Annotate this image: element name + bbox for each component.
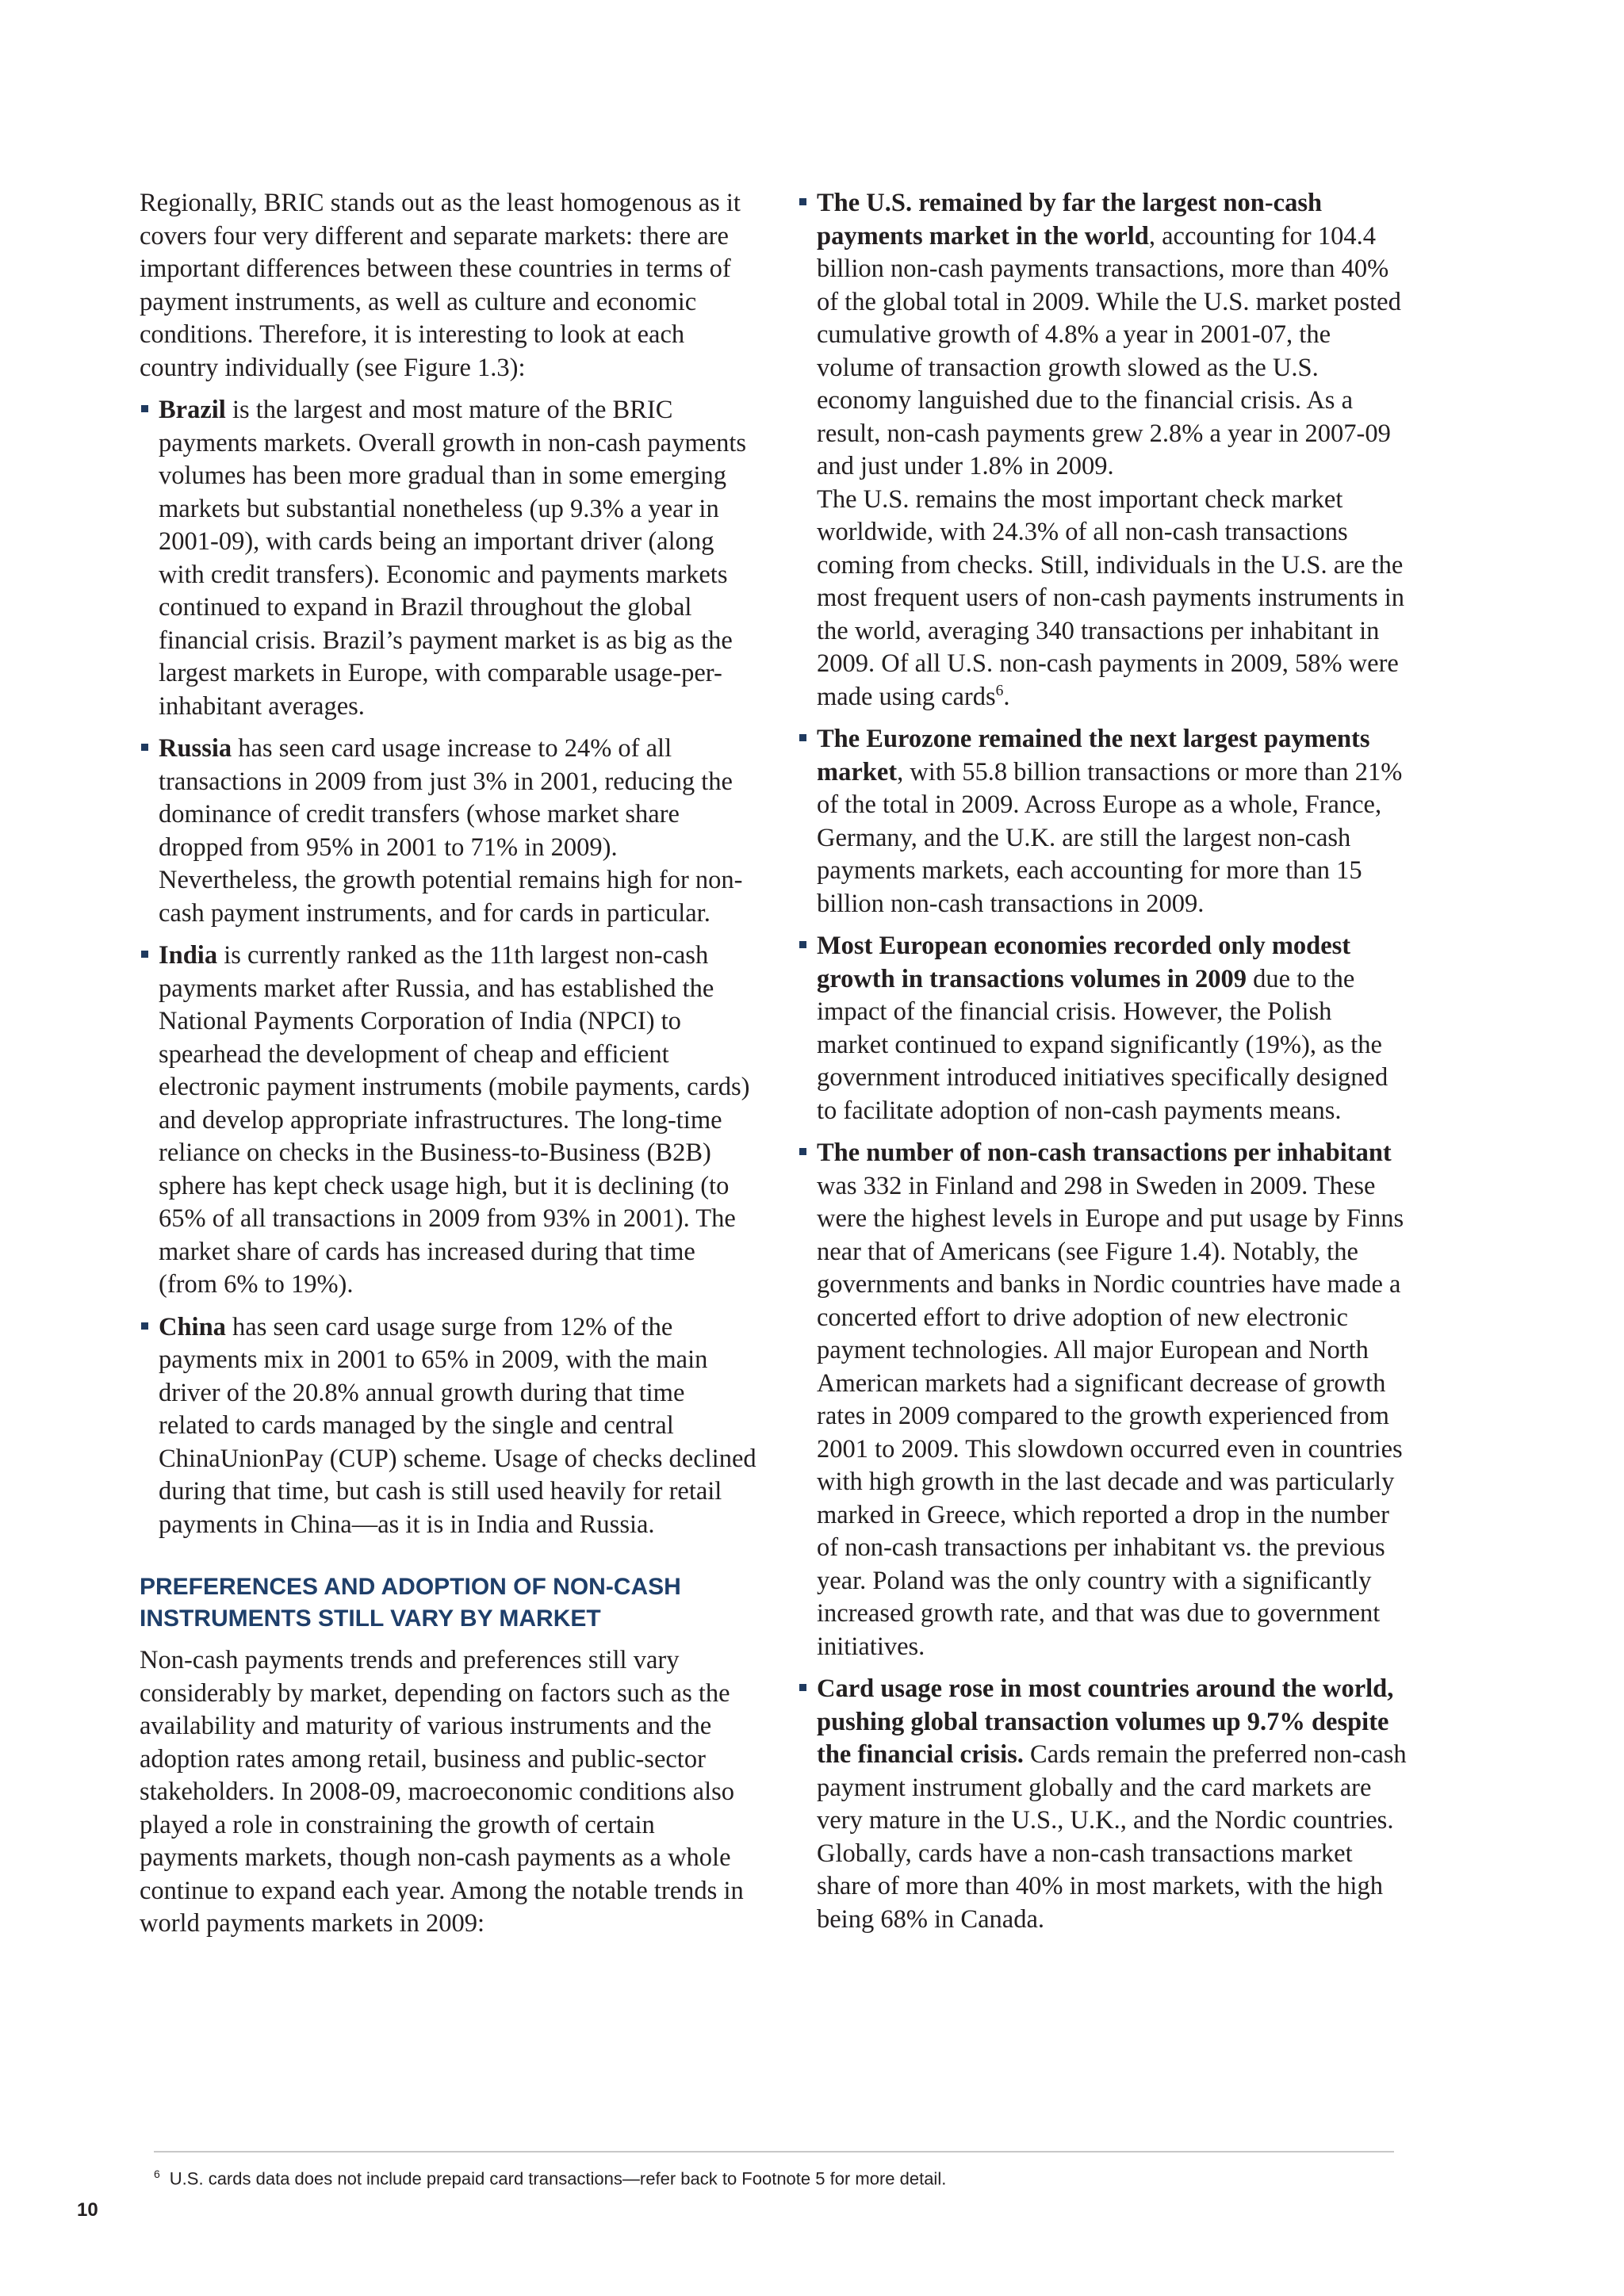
bullet-text: is currently ranked as the 11th largest non-cash payments market after Russia, and has established the National Payments Corporation of India (NPCI) to spearhead the development of cheap and efficient electronic payment instruments (mobile payments, cards) and develop appropriate infrastructures. The long-time reliance on checks in the Business-to-Business (B2B) sphere has kept check usage high, but it is declining (to 65% of all transactions in 2009 from 93% in 2001). The market share of cards has increased during that time (from 6% to 19%). xyxy=(159,941,750,1299)
bullet-lead: The Eurozone remained the next largest payments market xyxy=(817,725,1370,786)
bullet-text: is the largest and most mature of the BRIC payments markets. Overall growth in non-cash payments volumes has been more gradual than in some emerging markets but substantial nonetheless (up 9.3% a year in 2001-09), with cards being an important driver (along with credit transfers). Economic and payments markets continued to expand in Brazil throughout the global financial crisis. Brazil’s payment market is as big as the largest markets in Europe, with comparable usage-per-inhabitant averages. xyxy=(159,396,746,721)
bullet-text: has seen card usage increase to 24% of all transactions in 2009 from just 3% in 2001, reducing the dominance of credit transfers (whose market share dropped from 95% in 2001 to 71% in 2009). Nevertheless, the growth potential remains high for non-cash payment instruments, and for cards in particular. xyxy=(159,734,743,928)
list-item xyxy=(140,1311,758,1542)
footnote-reference: 6 xyxy=(995,682,1004,699)
closing-paragraph: Non-cash payments trends and preferences still vary considerably by market, depending on factors such as the availability and maturity of various instruments and the adoption rates among retail, business and public-sector stakeholders. In 2008-09, macroeconomic conditions also played a role in constraining the growth of certain payments markets, though non-cash payments as a whole continue to expand each year. Among the notable trends in world payments markets in 2009: xyxy=(140,1646,744,1938)
bullet-lead: China xyxy=(159,1312,226,1341)
list-item xyxy=(140,939,758,1302)
right-column xyxy=(798,187,1408,1946)
footnote-divider xyxy=(154,2151,1394,2152)
footnote-text: U.S. cards data does not include prepaid card transactions—refer back to Footnote 5 for more detail. xyxy=(169,2168,947,2189)
bullet-text-tail: . xyxy=(1003,682,1010,711)
bullet-text: , accounting for 104.4 billion non-cash payments transactions, more than 40% of the global total in 2009. While the U.S. market posted cumulative growth of 4.8% a year in 2001-07, the volume of transaction growth slowed as the U.S. economy languished due to the financial crisis. As a result, non-cash payments grew 2.8% a year in 2007-09 and just under 1.8% in 2009. xyxy=(817,221,1401,480)
bullet-text: Cards remain the preferred non-cash payment instrument globally and the card markets are very mature in the U.S., U.K., and the Nordic countries. Globally, cards have a non-cash transactions market share of more than 40% in most markets, with the high being 68% in Canada. xyxy=(817,1740,1407,1934)
list-item xyxy=(798,930,1408,1127)
bullet-lead: The U.S. remained by far the largest non-cash payments market in the world xyxy=(817,189,1323,251)
bullet-text: , with 55.8 billion transactions or more than 21% of the total in 2009. Across Europe as a whole, France, Germany, and the U.K. are still the largest non-cash payments markets, each accounting for more than 15 billion non-cash transactions in 2009. xyxy=(817,757,1403,918)
bullet-lead: The number of non-cash transactions per inhabitant xyxy=(817,1138,1392,1167)
list-item xyxy=(140,394,758,723)
footnote xyxy=(154,2162,1391,2191)
bullet-lead: Brazil xyxy=(159,396,226,424)
bullet-text: has seen card usage surge from 12% of the payments mix in 2001 to 65% in 2009, with the main driver of the 20.8% annual growth during that time related to cards managed by the single and central ChinaUnionPay (CUP) scheme. Usage of checks declined during that time, but cash is still used heavily for retail payments in China—as it is in India and Russia. xyxy=(159,1312,756,1539)
list-item xyxy=(798,1137,1408,1663)
list-item xyxy=(798,723,1408,920)
bullet-text: due to the impact of the financial crisis. However, the Polish market continued to expand significantly (19%), as the government introduced initiatives specifically designed to facilitate adoption of non-cash payments means. xyxy=(817,964,1388,1125)
left-column xyxy=(140,187,758,1950)
bric-bullet-list xyxy=(140,394,758,1541)
bullet-lead: Card usage rose in most countries around the world, pushing global transaction volumes up 9.7% despite the financial crisis. xyxy=(817,1674,1394,1769)
section-heading: PREFERENCES AND ADOPTION OF NON-CASH INSTRUMENTS STILL VARY BY MARKET xyxy=(140,1574,681,1632)
trends-bullet-list xyxy=(798,187,1408,1936)
bullet-text-continued: The U.S. remains the most important check market worldwide, with 24.3% of all non-cash transactions coming from checks. Still, individuals in the U.S. are the most frequent users of non-cash payments instruments in the world, averaging 340 transactions per inhabitant in 2009. Of all U.S. non-cash payments in 2009, 58% were made using cards xyxy=(817,484,1405,711)
bullet-lead: Most European economies recorded only modest growth in transactions volumes in 2009 xyxy=(817,932,1351,993)
bullet-lead: India xyxy=(159,941,218,970)
bullet-lead: Russia xyxy=(159,734,232,763)
list-item xyxy=(798,1673,1408,1936)
bullet-text: was 332 in Finland and 298 in Sweden in 2009. These were the highest levels in Europe and put usage by Finns near that of Americans (see Figure 1.4). Notably, the governments and banks in Nordic countries have made a concerted effort to drive adoption of new electronic payment technologies. All major European and North American markets had a significant decrease of growth rates in 2009 compared to the growth experienced from 2001 to 2009. This slowdown occurred even in countries with high growth in the last decade and was particularly marked in Greece, which reported a drop in the number of non-cash transactions per inhabitant vs. the previous year. Poland was the only country with a significantly increased growth rate, and that was due to government initiatives. xyxy=(817,1171,1404,1661)
list-item xyxy=(798,187,1408,714)
list-item xyxy=(140,733,758,930)
footnote-marker: 6 xyxy=(154,2168,160,2180)
intro-paragraph: Regionally, BRIC stands out as the least homogenous as it covers four very different and separate markets: there are important differences between these countries in terms of payment instruments, as well as culture and economic conditions. Therefore, it is interesting to look at each country individually (see Figure 1.3): xyxy=(140,189,741,382)
page-number: 10 xyxy=(77,2199,98,2221)
